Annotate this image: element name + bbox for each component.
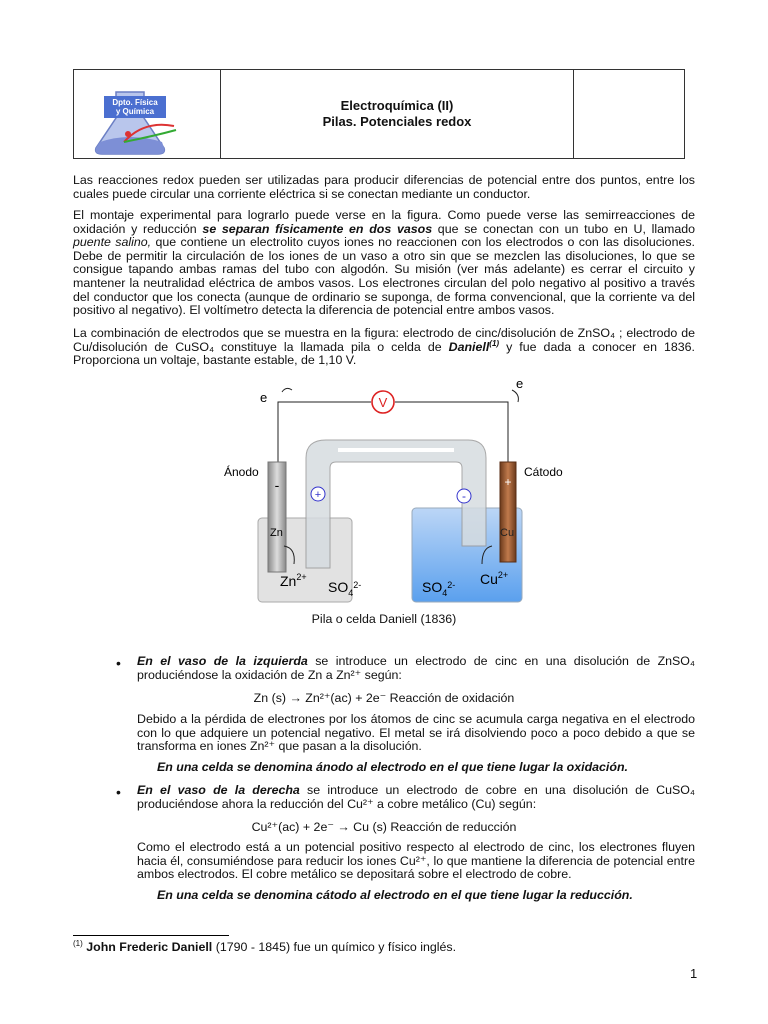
sulfate-left: $SO_4^{2-}$	[328, 579, 362, 598]
anode-sign: -	[274, 477, 280, 493]
logo-text-1: Dpto. Física	[112, 98, 158, 107]
bullet-right-vessel	[137, 784, 695, 811]
paragraph-setup	[73, 209, 695, 318]
bullet-marker: •	[116, 655, 121, 671]
document-subtitle: Pilas. Potenciales redox	[322, 114, 472, 129]
anode-definition: En una celda se denomina ánodo al electrodo en el que tiene lugar la oxidación.	[157, 760, 628, 774]
cathode-sign: +	[504, 475, 512, 489]
paragraph-daniell	[73, 327, 695, 368]
daniell-name: Daniell	[448, 339, 490, 354]
italic-term: puente salino,	[73, 235, 152, 250]
bullet-marker: •	[116, 784, 121, 800]
text-run: El montaje experimental para lograrlo puede verse en la figura. Como puede verse las semirreacciones de oxidación y reducción	[73, 208, 695, 236]
copper-label: Cu	[500, 527, 515, 539]
zinc-ion: $Zn^{2+}$	[280, 572, 307, 589]
reduction-equation: Cu²⁺(ac) + 2e⁻ → Cu (s) Reacción de reducción	[251, 820, 517, 834]
logo-cell	[74, 70, 221, 158]
bullet-lead: En el vaso de la derecha	[137, 783, 300, 797]
electron-left: e	[260, 390, 268, 405]
sulfate-right: $SO_4^{2-}$	[422, 579, 456, 598]
text-run: y fue dada a conocer en 1836. Proporciona un voltaje, bastante estable, de 1,10 V.	[73, 339, 695, 368]
daniell-cell-diagram	[224, 376, 563, 606]
text-run: La combinación de electrodos que se muestra en la figura: electrodo de cinc/disolución de ZnSO₄ ; electrodo de Cu/disolución de CuSO₄ constituye la llamada pila o celda de	[73, 326, 695, 354]
svg-text:+: +	[314, 489, 322, 501]
footnote	[73, 940, 456, 954]
oxidation-equation: Zn (s) → Zn²⁺(ac) + 2e⁻ Reacción de oxidación	[253, 691, 515, 705]
electron-right: e	[516, 376, 524, 391]
bullet-lead: En el vaso de la izquierda	[137, 654, 308, 668]
header-table	[73, 69, 685, 159]
cathode-label: Cátodo	[524, 465, 563, 479]
text-run: se introduce un electrodo de cobre en una disolución de CuSO₄ produciéndose ahora la reducción del Cu²⁺ a cobre metálico (Cu) según:	[137, 783, 695, 811]
cathode-definition: En una celda se denomina cátodo al electrodo en el que tiene lugar la reducción.	[157, 888, 633, 902]
emphasis-text: se separan físicamente en dos vasos	[202, 221, 433, 236]
figure-caption: Pila o celda Daniell (1836)	[311, 612, 457, 626]
zinc-label: Zn	[270, 527, 283, 539]
footnote-name: John Frederic Daniell	[86, 940, 213, 954]
page-number: 1	[690, 966, 698, 981]
paragraph-intro: Las reacciones redox pueden ser utilizadas para producir diferencias de potencial entre dos puntos, entre los cuales puede circular una corriente eléctrica si se conectan mediante un conductor.	[73, 173, 695, 201]
logo-text-2: y Química	[115, 107, 155, 116]
empty-cell	[574, 70, 684, 158]
reduction-explanation: Como el electrodo está a un potencial positivo respecto al electrodo de cinc, los electrones fluyen hacia él, consumiéndose para reducir los iones Cu²⁺, lo que mantiene la diferencia de potencial entre ambos electrodos. El cobre metálico se depositará sobre el electrodo de cobre.	[137, 840, 695, 882]
svg-text:-: -	[462, 489, 466, 503]
title-cell	[221, 70, 574, 158]
footnote-separator	[73, 935, 229, 936]
copper-ion: $Cu^{2+}$	[480, 570, 509, 587]
text-run: se introduce un electrodo de cinc en una disolución de ZnSO₄ produciéndose la oxidación de Zn a Zn²⁺ según:	[137, 654, 695, 682]
text-run: que contiene un electrolito cuyos iones no reaccionen con los electrodos o con las disoluciones. Debe de permitir la circulación de los iones de un vaso a otro sin que se mezclen las disoluciones, lo que se consigue tapando ambas ramas del tubo con algodón. Su misión (ver más adelante) es cerrar el circuito y mantener la neutralidad eléctrica de ambos vasos. Los electrones circulan del polo negativo al positivo a través del conductor que los conecta (aunque de ordinario se suponga, de forma convencional, que la corriente va del positivo al negativo). El voltímetro detecta la diferencia de potencial entre ambos vasos.	[73, 235, 695, 318]
footnote-ref: (1)	[489, 338, 500, 348]
footnote-text: (1790 - 1845) fue un químico y físico inglés.	[212, 940, 457, 954]
oxidation-explanation: Debido a la pérdida de electrones por los átomos de cinc se acumula carga negativa en el electrodo con lo que adquiere un potencial negativo. El metal se irá disolviendo poco a poco debido a que se transforma en iones Zn²⁺ que pasan a la disolución.	[137, 712, 695, 754]
footnote-mark: (1)	[73, 938, 83, 948]
document-title: Electroquímica (II)	[340, 98, 454, 113]
department-logo	[74, 70, 220, 160]
bullet-left-vessel	[137, 655, 695, 682]
text-run: que se conectan con un tubo en U, llamado	[432, 221, 695, 236]
voltmeter-label: V	[378, 395, 388, 410]
anode-label: Ánodo	[224, 465, 259, 479]
